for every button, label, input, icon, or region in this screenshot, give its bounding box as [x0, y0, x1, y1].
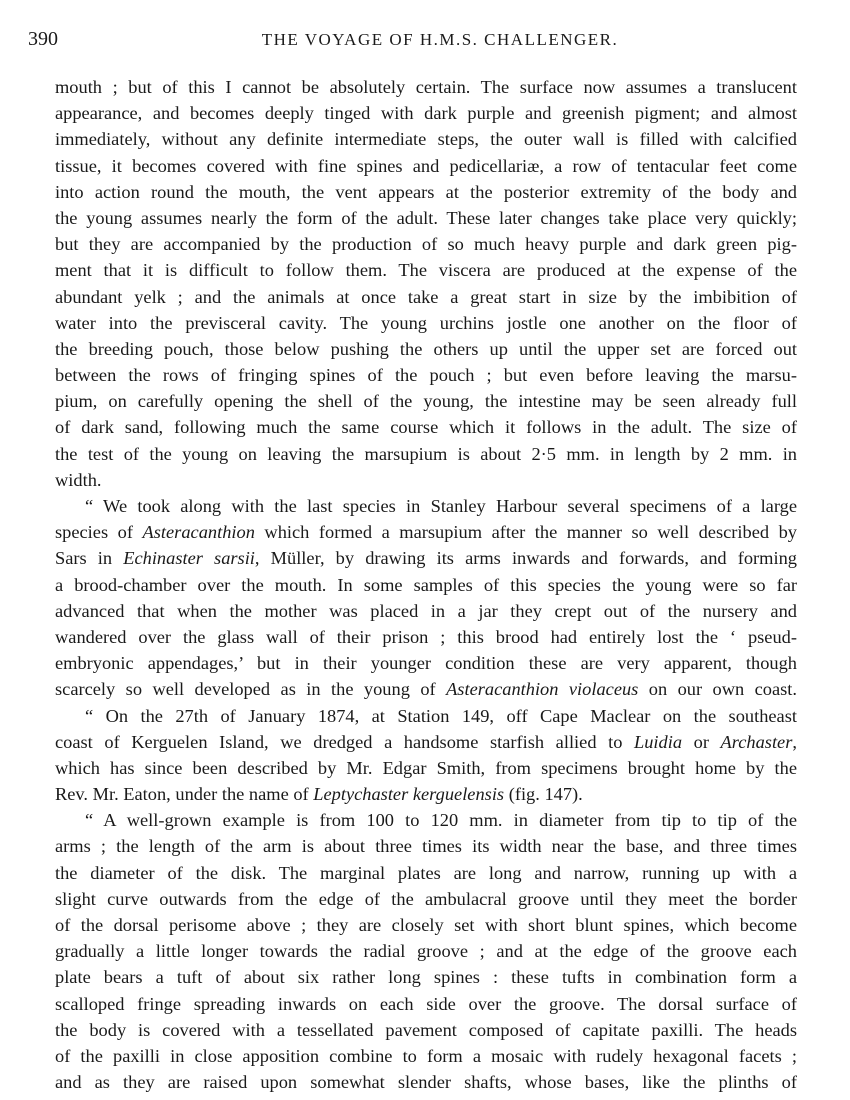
text-line: wandered over the glass wall of their prison ; this brood had entirely lost the ‘ pseud- [55, 626, 797, 647]
text-line: advanced that when the mother was placed in a jar they crept out of the nursery and [55, 600, 797, 621]
text-line: “ A well-grown example is from 100 to 120 mm. in diameter from tip to tip of the [85, 810, 797, 831]
text-line: embryonic appendages,’ but in their younger condition these are very apparent, though [55, 653, 797, 674]
text-line: the body is covered with a tessellated pavement composed of capitate paxilli. The heads [55, 1019, 797, 1040]
text-line: and as they are raised upon somewhat slender shafts, whose bases, like the plinths of [55, 1072, 797, 1093]
text-line: scarcely so well developed as in the young of Asteracanthion violaceus on our own coast. [55, 679, 798, 700]
text-line: Sars in Echinaster sarsii, Müller, by drawing its arms inwards and forwards, and forming [55, 548, 797, 569]
italic-term: Leptychaster kerguelensis [313, 784, 505, 805]
text-line: tissue, it becomes covered with fine spines and pedicellariæ, a row of tentacular feet come [55, 155, 797, 176]
text-line: scalloped fringe spreading inwards on each side over the groove. The dorsal surface of [55, 993, 797, 1014]
text-line: “ We took along with the last species in Stanley Harbour several specimens of a large [85, 496, 797, 516]
italic-term: Echinaster sarsii [123, 548, 255, 569]
running-title: THE VOYAGE OF H.M.S. CHALLENGER. [261, 30, 619, 49]
text-line: but they are accompanied by the production of so much heavy purple and dark green pig- [55, 234, 797, 255]
italic-term: Archaster [720, 731, 793, 752]
text-line: the diameter of the disk. The marginal plates are long and narrow, running up with a [55, 862, 797, 883]
text-line: gradually a little longer towards the radial groove ; and at the edge of the groove each [55, 941, 797, 962]
paragraph [55, 74, 797, 493]
text-line: water into the previsceral cavity. The young urchins jostle one another on the floor of [55, 312, 797, 333]
page-number: 390 [28, 28, 58, 50]
text-line: “ On the 27th of January 1874, at Station 149, off Cape Maclear on the southeast [85, 705, 797, 726]
paragraph [55, 703, 797, 808]
italic-term: Asteracanthion violaceus [446, 679, 639, 700]
text-line: slight curve outwards from the edge of the ambulacral groove until they meet the border [55, 888, 797, 909]
text-line: pium, on carefully opening the shell of the young, the intestine may be seen already full [55, 391, 797, 412]
text-line: arms ; the length of the arm is about three times its width near the base, and three times [55, 836, 797, 857]
text-line: the young assumes nearly the form of the adult. These later changes take place very quickly; [55, 207, 797, 228]
italic-term: Asteracanthion [142, 522, 255, 543]
text-line: ment that it is difficult to follow them. The viscera are produced at the expense of the [55, 260, 797, 281]
text-line: mouth ; but of this I cannot be absolutely certain. The surface now assumes a translucent [55, 77, 797, 97]
text-line: coast of Kerguelen Island, we dredged a handsome starfish allied to Luidia or Archaster, [55, 731, 797, 752]
text-line: of the paxilli in close apposition combine to form a mosaic with rudely hexagonal facets ; [55, 1045, 797, 1066]
text-line: abundant yelk ; and the animals at once take a great start in size by the imbibition of [55, 286, 797, 307]
paragraph [55, 807, 797, 1095]
text-line: species of Asteracanthion which formed a marsupium after the manner so well described by [55, 522, 797, 543]
text-line: plate bears a tuft of about six rather long spines : these tufts in combination form a [55, 967, 797, 988]
text-line: into action round the mouth, the vent appears at the posterior extremity of the body and [55, 181, 797, 202]
paragraph [55, 493, 797, 703]
text-line: the breeding pouch, those below pushing the others up until the upper set are forced out [55, 338, 797, 359]
italic-term: Luidia [634, 731, 683, 752]
body-text [55, 74, 797, 1095]
text-line: of the dorsal perisome above ; they are closely set with short blunt spines, which become [55, 915, 797, 935]
text-line: the test of the young on leaving the marsupium is about 2·5 mm. in length by 2 mm. in [55, 443, 797, 464]
text-line: a brood-chamber over the mouth. In some samples of this species the young were so far [55, 574, 797, 595]
text-line: width. [55, 469, 102, 490]
text-line: immediately, without any definite intermediate steps, the outer wall is filled with calcified [55, 129, 797, 150]
text-line: Rev. Mr. Eaton, under the name of Leptychaster kerguelensis (fig. 147). [55, 784, 583, 805]
text-line: appearance, and becomes deeply tinged with dark purple and greenish pigment; and almost [55, 103, 797, 124]
text-line: which has since been described by Mr. Edgar Smith, from specimens brought home by the [55, 757, 797, 778]
text-line: between the rows of fringing spines of the pouch ; but even before leaving the marsu- [55, 365, 797, 386]
text-line: of dark sand, following much the same course which it follows in the adult. The size of [55, 417, 797, 438]
